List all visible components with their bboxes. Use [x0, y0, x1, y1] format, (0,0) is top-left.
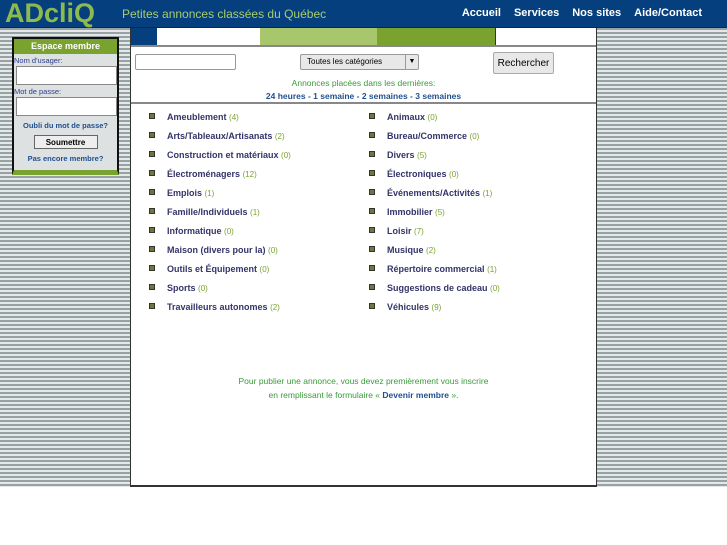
- bullet-icon: [149, 132, 155, 138]
- period-2w[interactable]: 2 semaines: [361, 91, 408, 101]
- category-item[interactable]: [387, 264, 497, 274]
- category-item[interactable]: [167, 226, 234, 236]
- category-name[interactable]: Immobilier: [387, 207, 433, 217]
- category-item[interactable]: [387, 283, 500, 293]
- category-item[interactable]: [167, 150, 291, 160]
- category-item[interactable]: [167, 302, 280, 312]
- tab-bar-1: [131, 28, 157, 45]
- bullet-icon: [149, 189, 155, 195]
- bullet-icon: [149, 265, 155, 271]
- category-item[interactable]: [387, 131, 479, 141]
- bullet-icon: [369, 284, 375, 290]
- category-count: (2): [426, 246, 436, 255]
- category-item[interactable]: [167, 188, 214, 198]
- category-name[interactable]: Suggestions de cadeau: [387, 283, 488, 293]
- category-item[interactable]: [387, 245, 436, 255]
- register-link[interactable]: Pas encore membre?: [27, 154, 104, 163]
- category-name[interactable]: Répertoire commercial: [387, 264, 485, 274]
- divider: [131, 102, 596, 104]
- bullet-icon: [149, 113, 155, 119]
- period-3w[interactable]: 3 semaines: [415, 91, 462, 101]
- bullet-icon: [369, 151, 375, 157]
- category-count: (4): [229, 113, 239, 122]
- login-box: [12, 37, 119, 175]
- bullet-icon: [369, 170, 375, 176]
- category-name[interactable]: Outils et Équipement: [167, 264, 258, 274]
- bullet-icon: [369, 246, 375, 252]
- chevron-down-icon: ▼: [405, 55, 418, 69]
- username-input[interactable]: [16, 66, 117, 85]
- category-name[interactable]: Événements/Activités: [387, 188, 481, 198]
- category-name[interactable]: Emplois: [167, 188, 203, 198]
- password-input[interactable]: [16, 97, 117, 116]
- nav-services[interactable]: Services: [513, 7, 560, 19]
- category-count: (0): [198, 284, 208, 293]
- category-count: (0): [281, 151, 291, 160]
- period-24h[interactable]: 24 heures: [265, 91, 306, 101]
- search-button[interactable]: Rechercher: [493, 52, 554, 74]
- category-count: (0): [268, 246, 278, 255]
- category-item[interactable]: [167, 207, 260, 217]
- publish-pre: en remplissant le formulaire «: [268, 390, 383, 400]
- bullet-icon: [369, 227, 375, 233]
- tab-bar-3: [260, 28, 377, 45]
- nav-nos-sites[interactable]: Nos sites: [572, 7, 622, 19]
- category-item[interactable]: [167, 264, 269, 274]
- category-name[interactable]: Animaux: [387, 112, 426, 122]
- bullet-icon: [369, 132, 375, 138]
- main-content: [131, 28, 596, 487]
- tab-bar-2: [157, 28, 260, 45]
- search-input[interactable]: [135, 54, 236, 70]
- category-count: (12): [242, 170, 257, 179]
- bullet-icon: [369, 208, 375, 214]
- category-item[interactable]: [387, 169, 459, 179]
- bullet-icon: [149, 170, 155, 176]
- category-item[interactable]: [167, 245, 278, 255]
- category-item[interactable]: [387, 150, 427, 160]
- tab-bar-5: [495, 28, 596, 45]
- category-name[interactable]: Électroménagers: [167, 169, 241, 179]
- bullet-icon: [149, 303, 155, 309]
- category-count: (0): [490, 284, 500, 293]
- category-count: (1): [204, 189, 215, 198]
- right-sidebar: [596, 28, 727, 487]
- period-links: 24 heures - 1 semaine - 2 semaines - 3 semaines: [265, 91, 462, 101]
- publish-post: ».: [449, 390, 459, 400]
- category-name[interactable]: Divers: [387, 150, 415, 160]
- username-label: Nom d'usager:: [14, 56, 63, 65]
- main-nav: [462, 7, 702, 19]
- category-item[interactable]: [167, 283, 208, 293]
- since-label: Annonces placées dans les dernières:: [291, 78, 436, 88]
- category-count: (0): [469, 132, 480, 141]
- category-item[interactable]: [387, 188, 492, 198]
- bullet-icon: [369, 189, 375, 195]
- bullet-icon: [149, 227, 155, 233]
- category-name[interactable]: Loisir: [387, 226, 412, 236]
- publish-line1: Pour publier une annonce, vous devez premièrement vous inscrire: [238, 376, 489, 386]
- bullet-icon: [369, 113, 375, 119]
- category-count: (0): [259, 265, 270, 274]
- nav-aide-contact[interactable]: Aide/Contact: [634, 7, 702, 19]
- category-name[interactable]: Maison (divers pour la): [167, 245, 266, 255]
- category-name[interactable]: Ameublement: [167, 112, 227, 122]
- bullet-icon: [369, 303, 375, 309]
- category-name[interactable]: Informatique: [167, 226, 222, 236]
- bullet-icon: [149, 246, 155, 252]
- color-tabs: [131, 28, 596, 47]
- login-title: Espace membre: [14, 39, 117, 54]
- category-item[interactable]: [387, 226, 424, 236]
- category-count: (1): [487, 265, 497, 274]
- category-item[interactable]: [167, 131, 285, 141]
- category-item[interactable]: [387, 207, 445, 217]
- category-count: (0): [224, 227, 234, 236]
- category-item[interactable]: [167, 112, 239, 122]
- category-count: (7): [414, 227, 424, 236]
- submit-button[interactable]: Soumettre: [34, 135, 98, 149]
- category-count: (5): [435, 208, 445, 217]
- password-label: Mot de passe:: [14, 87, 62, 96]
- category-count: (9): [431, 303, 442, 312]
- category-count: (2): [274, 132, 285, 141]
- category-count: (0): [449, 170, 459, 179]
- category-name[interactable]: Électroniques: [387, 169, 447, 179]
- category-count: (1): [250, 208, 260, 217]
- tab-bar-4: [377, 28, 495, 45]
- category-item[interactable]: [387, 112, 437, 122]
- category-select[interactable]: [300, 54, 419, 70]
- category-selected: Toutes les catégories: [307, 57, 383, 66]
- period-1w[interactable]: 1 semaine: [313, 91, 355, 101]
- tagline: Petites annonces classées du Québec: [122, 7, 327, 21]
- site-header: [0, 0, 727, 28]
- category-name[interactable]: Travailleurs autonomes: [167, 302, 268, 312]
- publish-line2: [131, 388, 596, 402]
- category-name[interactable]: Bureau/Commerce: [387, 131, 468, 141]
- category-name[interactable]: Véhicules: [387, 302, 430, 312]
- category-count: (0): [427, 113, 438, 122]
- category-name[interactable]: Construction et matériaux: [167, 150, 279, 160]
- publish-notice: [131, 374, 596, 402]
- category-name[interactable]: Sports: [167, 283, 196, 293]
- forgot-password-link[interactable]: Oubli du mot de passe?: [22, 121, 108, 130]
- category-count: (5): [417, 151, 427, 160]
- bullet-icon: [149, 284, 155, 290]
- category-item[interactable]: [167, 169, 257, 179]
- category-count: (1): [482, 189, 493, 198]
- category-name[interactable]: Famille/Individuels: [167, 207, 248, 217]
- nav-accueil[interactable]: Accueil: [461, 7, 501, 19]
- logo[interactable]: ADcliQ: [5, 0, 96, 28]
- bullet-icon: [369, 265, 375, 271]
- become-member-link[interactable]: Devenir membre: [382, 390, 450, 400]
- category-name[interactable]: Musique: [387, 245, 424, 255]
- category-item[interactable]: [387, 302, 441, 312]
- category-count: (2): [270, 303, 280, 312]
- bullet-icon: [149, 151, 155, 157]
- bullet-icon: [149, 208, 155, 214]
- category-name[interactable]: Arts/Tableaux/Artisanats: [167, 131, 273, 141]
